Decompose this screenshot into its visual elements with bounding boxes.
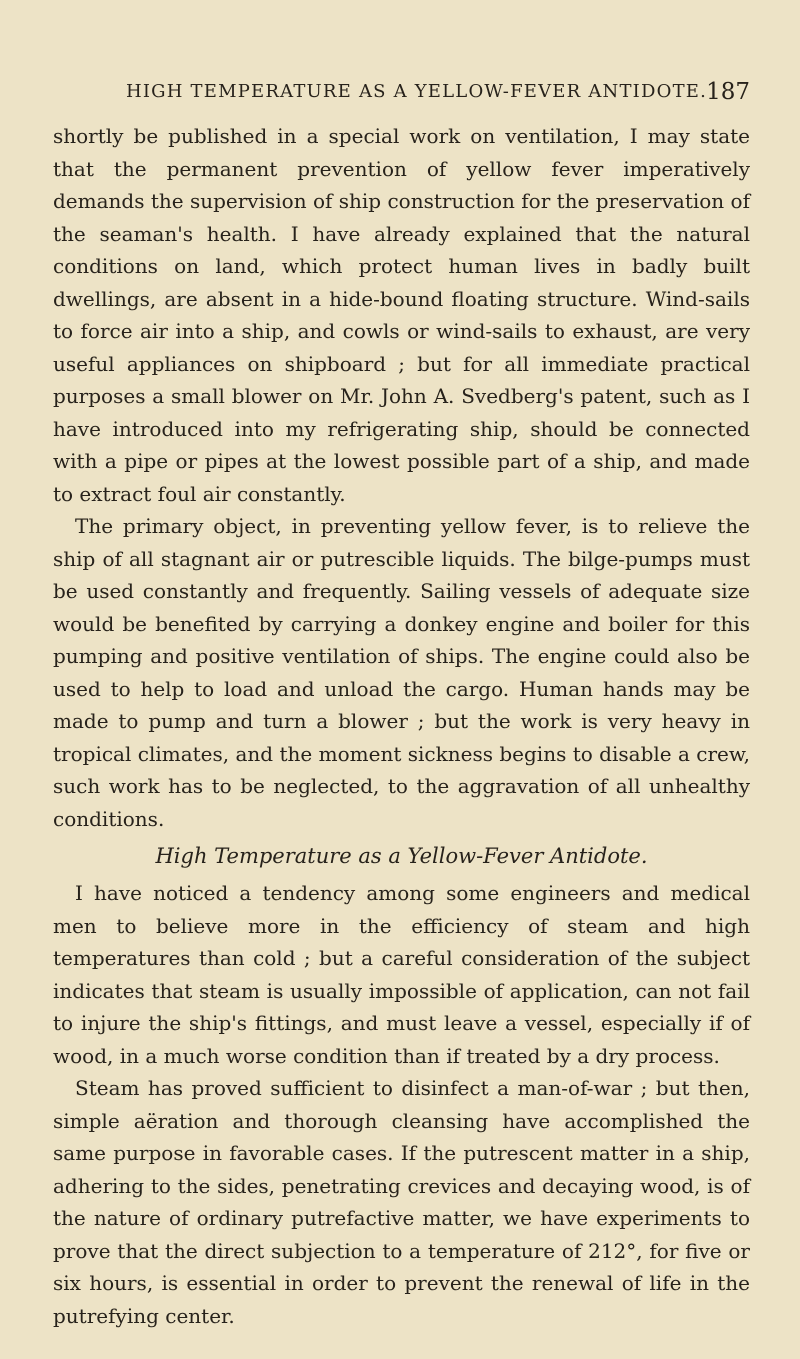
running-title: HIGH TEMPERATURE AS A YELLOW-FEVER ANTIDOTE. — [125, 81, 708, 102]
paragraph: Steam has proved sufficient to disinfect a man-of-war ; but then, simple aëration and thorough cleansing have accomplished the same purpose in favorable cases. If the putrescent matter in a ship, adhering to the sides, penetrating crevices and decaying wood, is of the nature of ordinary putrefactive matter, we have experiments to prove that the direct subjection to a temperature of 212°, for five or six hours, is essential in order to prevent the renewal of life in the putrefying center. — [53, 1076, 750, 1328]
page-number: 187 — [706, 79, 750, 105]
section-heading: High Temperature as a Yellow-Fever Antidote. — [155, 844, 648, 868]
paragraph: I have noticed a tendency among some engineers and medical men to believe more in the efficiency of steam and high temperatures than cold ; but a careful consideration of the subject indicates that steam is usually impossible of application, can not fail to injure the ship's fittings, and must leave a vessel, especially if of wood, in a much worse condition than if treated by a dry process. — [53, 881, 750, 1068]
body-text — [53, 120, 750, 1332]
paragraph-continued: shortly be published in a special work on ventilation, I may state that the permanent prevention of yellow fever imperatively demands the supervision of ship construction for the preservation of the seaman's health. I have already explained that the natural conditions on land, which protect human lives in badly built dwellings, are absent in a hide-bound floating structure. Wind-sails to force air into a ship, and cowls or wind-sails to exhaust, are very useful appliances on shipboard ; but for all immediate practical purposes a small blower on Mr. John A. Svedberg's patent, such as I have introduced into my refrigerating ship, should be connected with a pipe or pipes at the lowest possible part of a ship, and made to extract foul air constantly. — [53, 124, 750, 506]
paragraph: The primary object, in preventing yellow fever, is to relieve the ship of all stagnant air or putrescible liquids. The bilge-pumps must be used constantly and frequently. Sailing vessels of adequate size would be benefited by carrying a donkey engine and boiler for this pumping and positive ventilation of ships. The engine could also be used to help to load and unload the cargo. Human hands may be made to pump and turn a blower ; but the work is very heavy in tropical climates, and the moment sickness begins to disable a crew, such work has to be neglected, to the aggravation of all unhealthy conditions. — [53, 514, 750, 831]
running-head — [53, 72, 750, 112]
